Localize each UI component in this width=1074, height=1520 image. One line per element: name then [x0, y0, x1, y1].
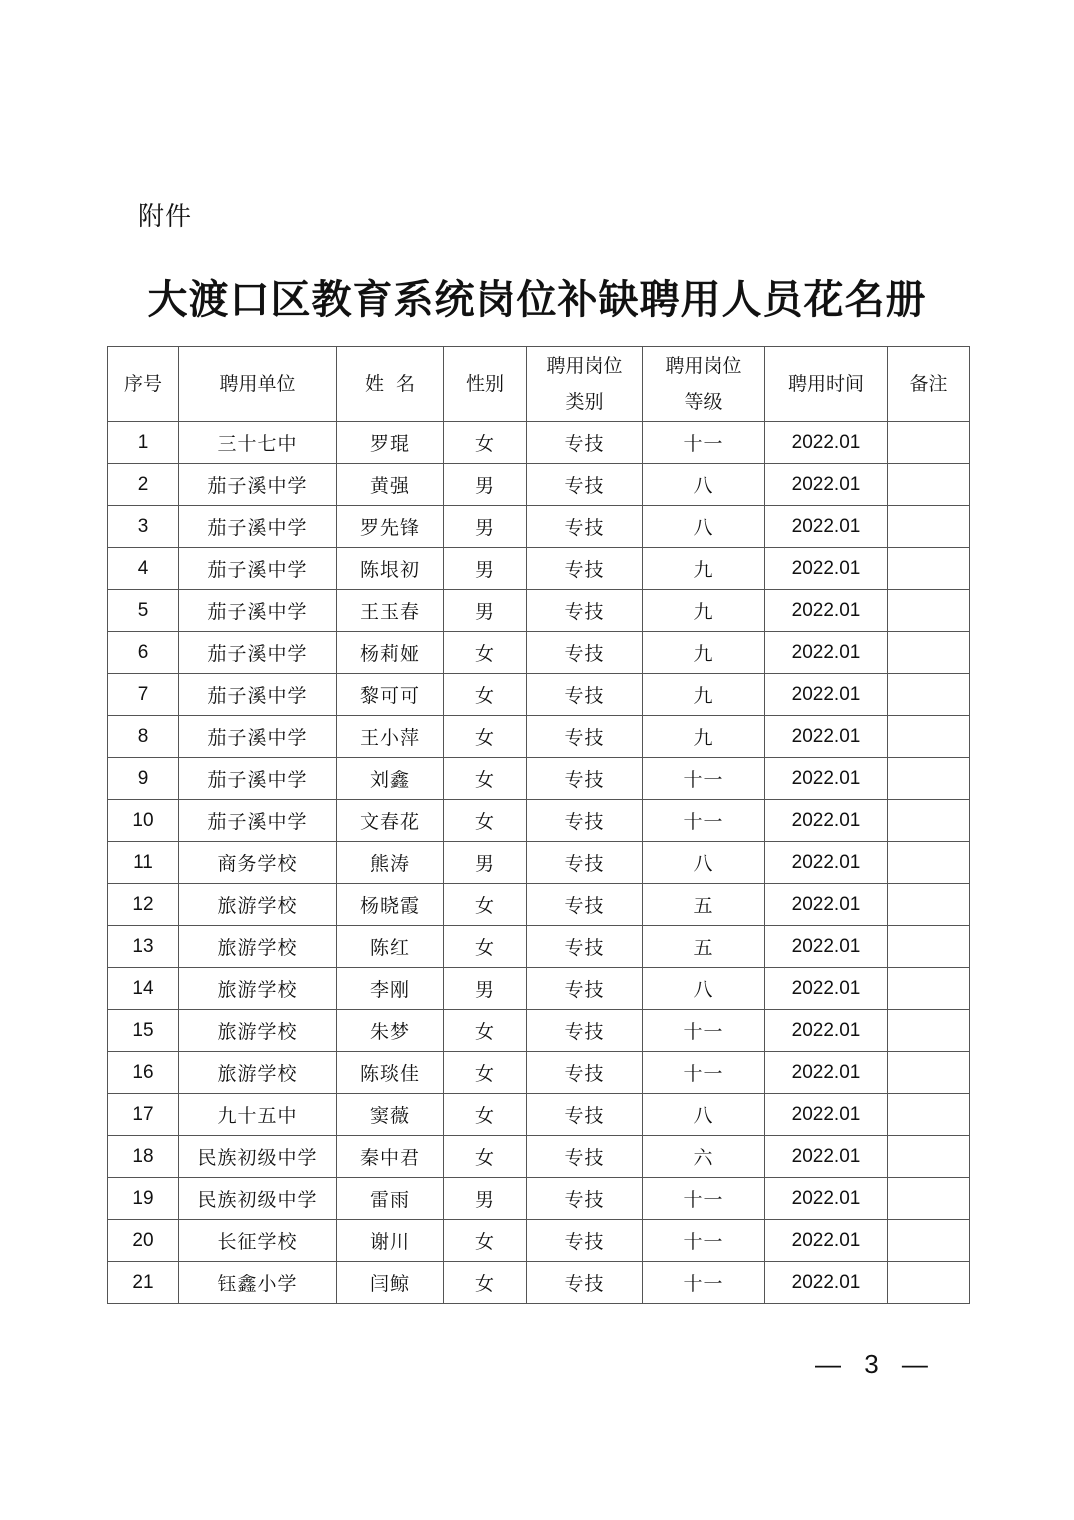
cell-name: 文春花 [337, 800, 444, 842]
cell-unit: 茄子溪中学 [179, 716, 337, 758]
table-row [108, 548, 970, 590]
cell-category: 专技 [527, 1262, 643, 1304]
cell-remarks [888, 632, 970, 674]
table-row [108, 1052, 970, 1094]
cell-time: 2022.01 [765, 1178, 888, 1220]
table-row [108, 464, 970, 506]
cell-remarks [888, 884, 970, 926]
cell-seq: 6 [108, 632, 179, 674]
cell-name: 闫鲸 [337, 1262, 444, 1304]
cell-level: 九 [643, 632, 765, 674]
cell-level: 十一 [643, 1178, 765, 1220]
table-row [108, 632, 970, 674]
cell-remarks [888, 674, 970, 716]
cell-time: 2022.01 [765, 1136, 888, 1178]
cell-unit: 茄子溪中学 [179, 590, 337, 632]
cell-gender: 女 [444, 884, 527, 926]
cell-category: 专技 [527, 926, 643, 968]
cell-time: 2022.01 [765, 758, 888, 800]
cell-level: 八 [643, 1094, 765, 1136]
cell-level: 十一 [643, 1052, 765, 1094]
roster-table [107, 346, 970, 1304]
cell-category: 专技 [527, 590, 643, 632]
cell-level: 十一 [643, 1010, 765, 1052]
cell-level: 八 [643, 464, 765, 506]
cell-unit: 钰鑫小学 [179, 1262, 337, 1304]
cell-time: 2022.01 [765, 968, 888, 1010]
cell-category: 专技 [527, 464, 643, 506]
cell-time: 2022.01 [765, 632, 888, 674]
cell-unit: 长征学校 [179, 1220, 337, 1262]
cell-seq: 4 [108, 548, 179, 590]
cell-level: 九 [643, 716, 765, 758]
header-gender: 性别 [444, 347, 527, 422]
cell-name: 罗先锋 [337, 506, 444, 548]
cell-gender: 女 [444, 758, 527, 800]
cell-seq: 2 [108, 464, 179, 506]
header-name: 姓 名 [337, 347, 444, 422]
cell-unit: 旅游学校 [179, 968, 337, 1010]
cell-remarks [888, 590, 970, 632]
cell-gender: 男 [444, 1178, 527, 1220]
cell-seq: 7 [108, 674, 179, 716]
table-header-row [108, 347, 970, 422]
cell-seq: 20 [108, 1220, 179, 1262]
cell-category: 专技 [527, 674, 643, 716]
cell-seq: 9 [108, 758, 179, 800]
header-category-line2: 类别 [565, 391, 604, 413]
cell-level: 八 [643, 506, 765, 548]
table-row [108, 716, 970, 758]
cell-category: 专技 [527, 1052, 643, 1094]
cell-remarks [888, 800, 970, 842]
cell-unit: 旅游学校 [179, 926, 337, 968]
cell-category: 专技 [527, 1094, 643, 1136]
table-row [108, 422, 970, 464]
cell-time: 2022.01 [765, 1262, 888, 1304]
cell-seq: 13 [108, 926, 179, 968]
cell-name: 杨莉娅 [337, 632, 444, 674]
cell-category: 专技 [527, 884, 643, 926]
cell-unit: 商务学校 [179, 842, 337, 884]
cell-category: 专技 [527, 968, 643, 1010]
cell-remarks [888, 842, 970, 884]
cell-gender: 男 [444, 842, 527, 884]
table-row [108, 800, 970, 842]
cell-level: 十一 [643, 422, 765, 464]
cell-unit: 民族初级中学 [179, 1136, 337, 1178]
cell-time: 2022.01 [765, 716, 888, 758]
cell-unit: 茄子溪中学 [179, 758, 337, 800]
cell-gender: 男 [444, 506, 527, 548]
cell-level: 九 [643, 674, 765, 716]
cell-name: 王小萍 [337, 716, 444, 758]
cell-seq: 5 [108, 590, 179, 632]
table-row [108, 674, 970, 716]
cell-gender: 女 [444, 1094, 527, 1136]
table-row [108, 758, 970, 800]
attachment-label: 附件 [138, 202, 193, 232]
cell-unit: 民族初级中学 [179, 1178, 337, 1220]
cell-unit: 三十七中 [179, 422, 337, 464]
cell-name: 王玉春 [337, 590, 444, 632]
cell-remarks [888, 1178, 970, 1220]
cell-seq: 1 [108, 422, 179, 464]
cell-gender: 女 [444, 1220, 527, 1262]
header-level-line2: 等级 [684, 391, 723, 413]
cell-level: 八 [643, 968, 765, 1010]
cell-level: 十一 [643, 1220, 765, 1262]
cell-seq: 16 [108, 1052, 179, 1094]
cell-remarks [888, 548, 970, 590]
cell-name: 窦薇 [337, 1094, 444, 1136]
cell-name: 刘鑫 [337, 758, 444, 800]
cell-unit: 旅游学校 [179, 1052, 337, 1094]
cell-name: 陈红 [337, 926, 444, 968]
cell-unit: 茄子溪中学 [179, 800, 337, 842]
cell-level: 五 [643, 926, 765, 968]
cell-level: 十一 [643, 1262, 765, 1304]
header-level [643, 347, 765, 422]
document-title: 大渡口区教育系统岗位补缺聘用人员花名册 [147, 276, 927, 323]
cell-remarks [888, 758, 970, 800]
cell-time: 2022.01 [765, 1094, 888, 1136]
table-body [108, 422, 970, 1304]
header-category-line1: 聘用岗位 [546, 355, 623, 377]
cell-time: 2022.01 [765, 926, 888, 968]
header-time: 聘用时间 [765, 347, 888, 422]
cell-level: 十一 [643, 800, 765, 842]
cell-name: 秦中君 [337, 1136, 444, 1178]
cell-name: 雷雨 [337, 1178, 444, 1220]
cell-category: 专技 [527, 422, 643, 464]
cell-seq: 21 [108, 1262, 179, 1304]
cell-seq: 11 [108, 842, 179, 884]
table-row [108, 968, 970, 1010]
header-level-line1: 聘用岗位 [665, 355, 742, 377]
cell-level: 九 [643, 548, 765, 590]
cell-unit: 九十五中 [179, 1094, 337, 1136]
cell-time: 2022.01 [765, 506, 888, 548]
header-seq: 序号 [108, 347, 179, 422]
cell-remarks [888, 422, 970, 464]
cell-seq: 12 [108, 884, 179, 926]
cell-level: 九 [643, 590, 765, 632]
cell-gender: 女 [444, 716, 527, 758]
cell-gender: 女 [444, 422, 527, 464]
cell-remarks [888, 1136, 970, 1178]
cell-level: 五 [643, 884, 765, 926]
cell-name: 朱梦 [337, 1010, 444, 1052]
table-row [108, 506, 970, 548]
cell-name: 陈垠初 [337, 548, 444, 590]
cell-time: 2022.01 [765, 1010, 888, 1052]
cell-name: 黄强 [337, 464, 444, 506]
cell-category: 专技 [527, 548, 643, 590]
cell-level: 八 [643, 842, 765, 884]
cell-remarks [888, 716, 970, 758]
cell-gender: 男 [444, 548, 527, 590]
cell-level: 十一 [643, 758, 765, 800]
cell-remarks [888, 506, 970, 548]
cell-category: 专技 [527, 1220, 643, 1262]
cell-category: 专技 [527, 632, 643, 674]
cell-seq: 15 [108, 1010, 179, 1052]
cell-gender: 男 [444, 968, 527, 1010]
cell-name: 罗琨 [337, 422, 444, 464]
page-number: — 3 — [815, 1349, 936, 1379]
cell-time: 2022.01 [765, 548, 888, 590]
cell-gender: 女 [444, 800, 527, 842]
cell-gender: 女 [444, 926, 527, 968]
cell-gender: 男 [444, 464, 527, 506]
cell-gender: 女 [444, 1052, 527, 1094]
cell-gender: 女 [444, 1010, 527, 1052]
table-row [108, 1178, 970, 1220]
table-row [108, 884, 970, 926]
cell-seq: 18 [108, 1136, 179, 1178]
cell-name: 黎可可 [337, 674, 444, 716]
cell-name: 陈琰佳 [337, 1052, 444, 1094]
cell-seq: 14 [108, 968, 179, 1010]
cell-category: 专技 [527, 716, 643, 758]
cell-time: 2022.01 [765, 842, 888, 884]
cell-unit: 茄子溪中学 [179, 464, 337, 506]
cell-seq: 17 [108, 1094, 179, 1136]
cell-time: 2022.01 [765, 674, 888, 716]
cell-unit: 茄子溪中学 [179, 674, 337, 716]
table-row [108, 926, 970, 968]
cell-category: 专技 [527, 1178, 643, 1220]
cell-category: 专技 [527, 800, 643, 842]
cell-time: 2022.01 [765, 422, 888, 464]
cell-time: 2022.01 [765, 884, 888, 926]
cell-gender: 女 [444, 674, 527, 716]
cell-remarks [888, 926, 970, 968]
cell-time: 2022.01 [765, 1052, 888, 1094]
cell-seq: 10 [108, 800, 179, 842]
cell-remarks [888, 968, 970, 1010]
cell-name: 李刚 [337, 968, 444, 1010]
cell-category: 专技 [527, 758, 643, 800]
cell-remarks [888, 1262, 970, 1304]
cell-remarks [888, 1010, 970, 1052]
table-row [108, 1094, 970, 1136]
table-row [108, 1136, 970, 1178]
cell-category: 专技 [527, 842, 643, 884]
cell-seq: 3 [108, 506, 179, 548]
table-row [108, 1220, 970, 1262]
cell-gender: 女 [444, 1262, 527, 1304]
cell-time: 2022.01 [765, 1220, 888, 1262]
cell-level: 六 [643, 1136, 765, 1178]
cell-category: 专技 [527, 1136, 643, 1178]
cell-unit: 旅游学校 [179, 884, 337, 926]
cell-remarks [888, 1052, 970, 1094]
cell-time: 2022.01 [765, 590, 888, 632]
table-row [108, 842, 970, 884]
cell-remarks [888, 1220, 970, 1262]
header-category [527, 347, 643, 422]
cell-unit: 旅游学校 [179, 1010, 337, 1052]
cell-seq: 8 [108, 716, 179, 758]
cell-category: 专技 [527, 506, 643, 548]
cell-unit: 茄子溪中学 [179, 632, 337, 674]
cell-name: 谢川 [337, 1220, 444, 1262]
cell-time: 2022.01 [765, 800, 888, 842]
cell-time: 2022.01 [765, 464, 888, 506]
cell-name: 杨晓霞 [337, 884, 444, 926]
cell-gender: 女 [444, 632, 527, 674]
cell-seq: 19 [108, 1178, 179, 1220]
cell-unit: 茄子溪中学 [179, 548, 337, 590]
cell-gender: 男 [444, 590, 527, 632]
cell-unit: 茄子溪中学 [179, 506, 337, 548]
cell-remarks [888, 464, 970, 506]
header-remarks: 备注 [888, 347, 970, 422]
cell-name: 熊涛 [337, 842, 444, 884]
cell-category: 专技 [527, 1010, 643, 1052]
table-row [108, 1262, 970, 1304]
header-unit: 聘用单位 [179, 347, 337, 422]
table-row [108, 590, 970, 632]
table-row [108, 1010, 970, 1052]
cell-gender: 女 [444, 1136, 527, 1178]
cell-remarks [888, 1094, 970, 1136]
